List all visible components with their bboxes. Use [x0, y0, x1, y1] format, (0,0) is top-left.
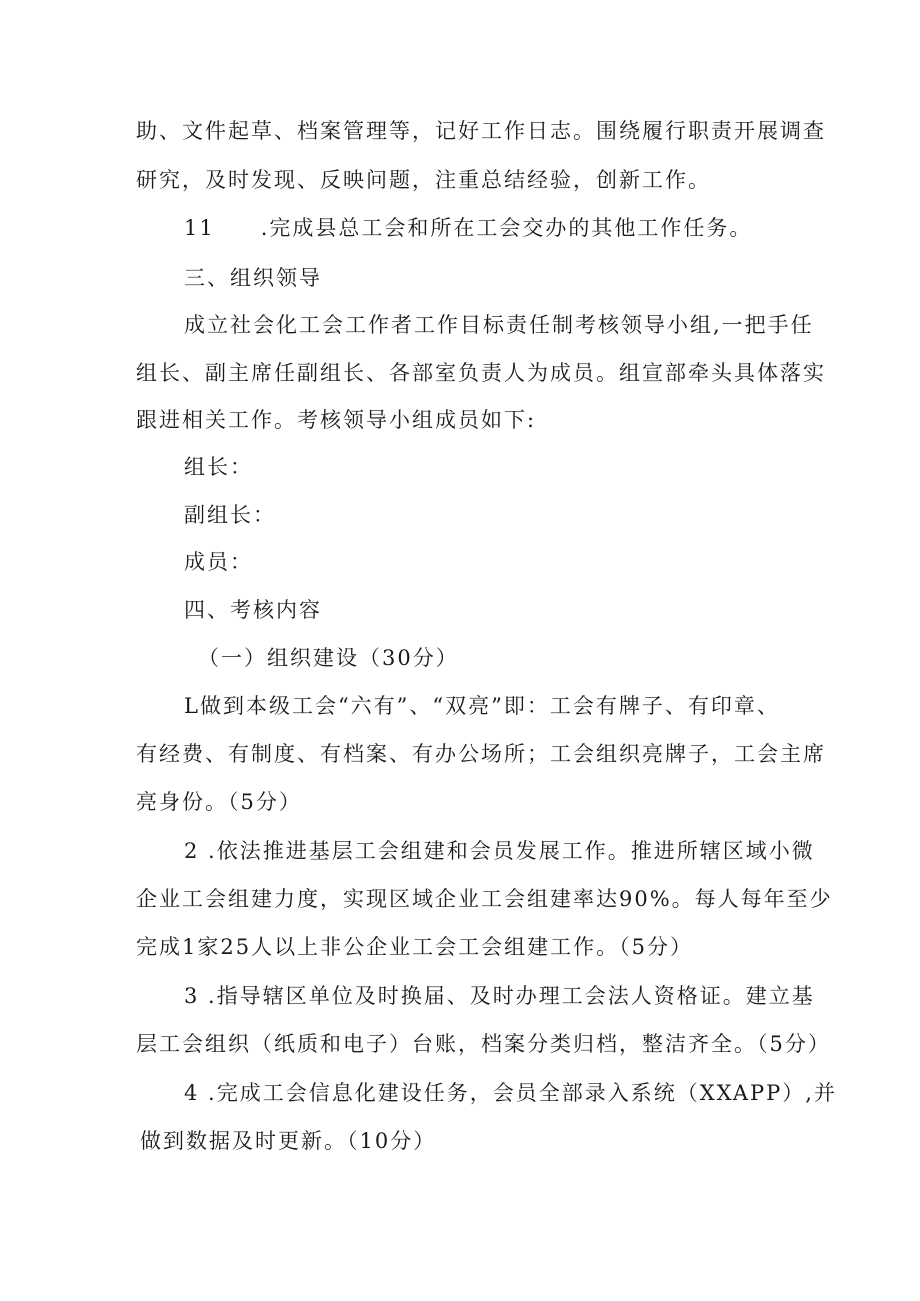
- item-4-line-2: 做到数据及时更新。（10分）: [140, 1129, 437, 1153]
- section-heading-3: 三、组织领导: [184, 266, 322, 290]
- item-2-line-2: 企业工会组建力度，实现区域企业工会组建率达90%。每人每年至少: [136, 887, 833, 911]
- item-2-line-3: 完成1家25人以上非公企业工会工会组建工作。（5分）: [136, 935, 693, 959]
- body-line-4: 组长、副主席任副组长、各部室负责人为成员。组宣部牵头具体落实: [136, 361, 826, 385]
- subsection-heading-1: （一）组织建设（30分）: [198, 646, 459, 670]
- item-4-line-1: 4 .完成工会信息化建设任务，会员全部录入系统（XXAPP）,并: [184, 1081, 837, 1105]
- item-3-line-2: 层工会组织（纸质和电子）台账，档案分类归档，整洁齐全。（5分）: [136, 1032, 831, 1056]
- item-1-line-1: L做到本级工会“六有”、“双亮”即：工会有牌子、有印章、: [184, 694, 780, 718]
- item-1-line-3: 亮身份。（5分）: [136, 790, 302, 814]
- list-item-11: 11 .完成县总工会和所在工会交办的其他工作任务。: [184, 216, 753, 240]
- item-3-line-1: 3 .指导辖区单位及时换届、及时办理工会法人资格证。建立基: [184, 984, 815, 1008]
- body-line-1: 助、文件起草、档案管理等，记好工作日志。围绕履行职责开展调查: [136, 119, 826, 143]
- body-line-3: 成立社会化工会工作者工作目标责任制考核领导小组,一把手任: [184, 313, 814, 337]
- body-line-2: 研究，及时发现、反映问题，注重总结经验，创新工作。: [136, 168, 711, 192]
- item-1-line-2: 有经费、有制度、有档案、有办公场所；工会组织亮牌子，工会主席: [136, 742, 826, 766]
- item-2-line-1: 2 .依法推进基层工会组建和会员发展工作。推进所辖区域小微: [184, 839, 815, 863]
- member-deputy-leader: 副组长：: [184, 503, 276, 527]
- member-members: 成员：: [184, 550, 253, 574]
- body-line-5: 跟进相关工作。考核领导小组成员如下:: [136, 408, 537, 432]
- section-heading-4: 四、考核内容: [184, 598, 322, 622]
- member-leader: 组长：: [184, 455, 253, 479]
